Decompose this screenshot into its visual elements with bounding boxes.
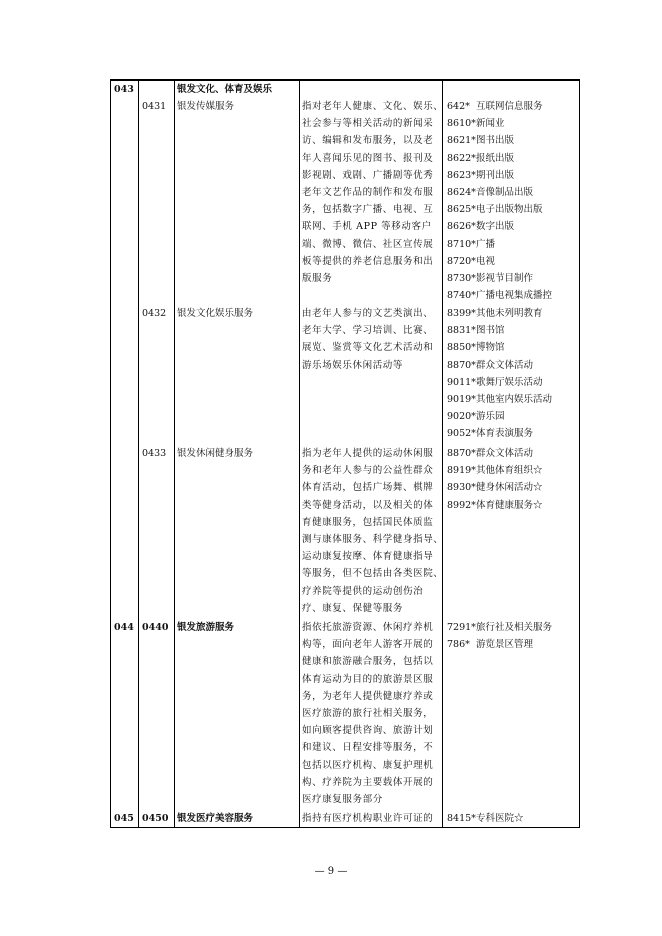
industry-code-line xyxy=(447,305,582,322)
industry-code: 8992* xyxy=(447,499,476,511)
industry-name: 其他未列明教育 xyxy=(476,308,543,319)
description-line: 测与康体服务、科学健身指导、 xyxy=(302,534,444,546)
description-line: 务，包括数字广播、电视、互 xyxy=(302,204,434,216)
row-code-level2: 0440 xyxy=(142,622,169,633)
industry-name: 期刊出版 xyxy=(476,169,515,181)
industry-code: 8710* xyxy=(447,238,476,250)
description-line: 联网、手机 APP 等移动客户 xyxy=(302,221,432,233)
description-line: 构、疗养院为主要载体开展的 xyxy=(302,776,434,788)
industry-code-line xyxy=(447,98,582,115)
industry-code: 8730* xyxy=(447,273,476,285)
industry-code: 9019* xyxy=(447,394,476,406)
description-line: 育健康服务，包括国民体质监 xyxy=(302,516,434,528)
row-category-name: 银发医疗美容服务 xyxy=(177,813,254,824)
row-code-level2: 0433 xyxy=(142,448,167,459)
description-line: 老年大学、学习培训、比赛、 xyxy=(302,325,434,337)
industry-code-line xyxy=(447,201,582,218)
row-category-name: 银发文化娱乐服务 xyxy=(177,308,254,319)
description-line: 端、微博、微信、社区宣传展 xyxy=(302,238,434,250)
industry-name: 游乐园 xyxy=(476,411,505,423)
industry-code: 8870* xyxy=(447,448,476,459)
industry-code: 8740* xyxy=(447,290,476,302)
industry-code-line xyxy=(447,270,582,287)
industry-name: 电视 xyxy=(476,255,496,267)
industry-code-line xyxy=(447,253,582,270)
description-line: 展览、鉴赏等文化艺术活动和 xyxy=(302,342,434,354)
industry-code-line xyxy=(447,357,582,374)
description-line: 由老年人参与的文艺类演出、 xyxy=(302,308,434,319)
description-line: 版服务 xyxy=(302,273,333,285)
industry-code-line xyxy=(447,425,582,442)
industry-code-line xyxy=(447,184,582,201)
industry-name: 图书馆 xyxy=(476,325,505,337)
industry-name: 游览景区管理 xyxy=(476,639,534,651)
industry-code-line xyxy=(447,462,582,479)
industry-name: 群众文体活动 xyxy=(476,359,534,371)
industry-name: 报纸出版 xyxy=(476,152,515,164)
industry-code-line xyxy=(447,339,582,356)
row-code-level1: 043 xyxy=(114,84,134,95)
industry-code-line xyxy=(447,167,582,184)
industry-code: 8623* xyxy=(447,169,476,181)
industry-name: 专科医院☆ xyxy=(476,813,524,824)
industry-code-line xyxy=(447,218,582,235)
description-line: 疗养院等提供的运动创伤治 xyxy=(302,585,424,597)
row-industry-codes xyxy=(447,305,582,443)
row-description xyxy=(302,445,444,617)
description-line: 影视剧、戏剧、广播剧等优秀 xyxy=(302,169,434,181)
industry-name: 互联网信息服务 xyxy=(476,101,543,112)
industry-code-line xyxy=(447,408,582,425)
industry-code: 8930* xyxy=(447,482,476,494)
industry-code-line xyxy=(447,287,582,304)
row-industry-codes xyxy=(447,619,582,653)
description-line: 务，为老年人提供健康疗养或 xyxy=(302,690,434,702)
industry-name: 数字出版 xyxy=(476,221,515,233)
column-divider-3 xyxy=(299,79,300,828)
description-line: 医疗旅游的旅行社相关服务， xyxy=(302,708,434,720)
row-description xyxy=(302,810,444,827)
industry-name: 影视节目制作 xyxy=(476,273,534,285)
row-code-level2: 0431 xyxy=(142,101,167,112)
description-line: 包括以医疗机构、康复护理机 xyxy=(302,759,434,771)
description-line: 健康和旅游融合服务，包括以 xyxy=(302,656,434,668)
industry-code-line xyxy=(447,150,582,167)
row-industry-codes xyxy=(447,810,582,827)
industry-code: 9052* xyxy=(447,428,476,440)
industry-code-line xyxy=(447,636,582,653)
industry-code: 8415* xyxy=(447,813,476,824)
row-description xyxy=(302,305,444,374)
page-number: — 9 — xyxy=(314,866,348,877)
industry-name: 博物馆 xyxy=(476,342,505,354)
description-line: 类等健身活动，以及相关的体 xyxy=(302,499,434,511)
industry-name: 音像制品出版 xyxy=(476,187,534,199)
industry-name: 广播电视集成播控 xyxy=(476,290,553,302)
row-code-level1: 045 xyxy=(114,813,134,824)
description-line: 和建议、日程安排等服务，不 xyxy=(302,742,434,754)
row-industry-codes xyxy=(447,445,582,514)
description-line: 指对老年人健康、文化、娱乐、 xyxy=(302,101,444,112)
description-line: 如向顾客提供咨询、旅游计划 xyxy=(302,725,434,737)
description-line: 等服务，但不包括由各类医院、 xyxy=(302,568,444,580)
industry-code-line xyxy=(447,810,582,827)
description-line: 游乐场娱乐休闲活动等 xyxy=(302,359,404,371)
industry-code: 9011* xyxy=(447,376,476,388)
industry-name: 歌舞厅娱乐活动 xyxy=(476,376,543,388)
row-category-name: 银发旅游服务 xyxy=(177,622,235,633)
description-line: 指持有医疗机构职业许可证的 xyxy=(302,813,434,824)
description-line: 务和老年人参与的公益性群众 xyxy=(302,465,434,477)
description-line: 访、编辑和发布服务，以及老 xyxy=(302,135,434,147)
row-description xyxy=(302,98,444,287)
industry-name: 电子出版物出版 xyxy=(476,204,543,216)
industry-code-line xyxy=(447,132,582,149)
description-line: 社会参与等相关活动的新闻采 xyxy=(302,118,434,130)
industry-name: 体育表演服务 xyxy=(476,428,534,440)
description-line: 医疗康复服务部分 xyxy=(302,794,383,806)
industry-code-line xyxy=(447,322,582,339)
industry-code: 8720* xyxy=(447,255,476,267)
industry-code: 7291* xyxy=(447,622,476,633)
table-left-border xyxy=(110,79,111,828)
description-line: 运动康复按摩、体育健康指导 xyxy=(302,551,434,563)
column-divider-1 xyxy=(138,79,139,828)
industry-code: 8625* xyxy=(447,204,476,216)
row-category-name: 银发文化、体育及娱乐 xyxy=(177,84,273,95)
row-code-level1: 044 xyxy=(114,622,134,633)
industry-name: 旅行社及相关服务 xyxy=(476,622,553,633)
industry-code: 786* xyxy=(447,639,470,651)
description-line: 构等，面向老年人游客开展的 xyxy=(302,639,434,651)
industry-name: 图书出版 xyxy=(476,135,515,147)
description-line: 体育运动为目的的旅游景区服 xyxy=(302,673,434,685)
industry-name: 健身休闲活动☆ xyxy=(476,482,543,494)
industry-code-line xyxy=(447,619,582,636)
description-line: 指为老年人提供的运动休闲服 xyxy=(302,448,434,459)
industry-code: 8870* xyxy=(447,359,476,371)
industry-code-line xyxy=(447,374,582,391)
row-industry-codes xyxy=(447,98,582,304)
industry-code: 8621* xyxy=(447,135,476,147)
description-line: 指依托旅游资源、休闲疗养机 xyxy=(302,622,434,633)
industry-code: 642* xyxy=(447,101,470,112)
industry-code-line xyxy=(447,236,582,253)
row-description xyxy=(302,619,444,808)
industry-code: 8831* xyxy=(447,325,476,337)
industry-name: 其他室内娱乐活动 xyxy=(476,394,553,406)
industry-code: 8850* xyxy=(447,342,476,354)
description-line: 体育活动，包括广场舞、棋牌 xyxy=(302,482,434,494)
industry-code-line xyxy=(447,391,582,408)
description-line: 年人喜闻乐见的图书、报刊及 xyxy=(302,152,434,164)
industry-code: 9020* xyxy=(447,411,476,423)
industry-code-line xyxy=(447,445,582,462)
industry-name: 群众文体活动 xyxy=(476,448,534,459)
industry-code-line xyxy=(447,497,582,514)
description-line: 板等提供的养老信息服务和出 xyxy=(302,255,434,267)
description-line: 老年文艺作品的制作和发布服 xyxy=(302,187,434,199)
industry-code: 8919* xyxy=(447,465,476,477)
industry-code: 8610* xyxy=(447,118,476,130)
industry-name: 广播 xyxy=(476,238,496,250)
row-category-name: 银发休闲健身服务 xyxy=(177,448,254,459)
industry-code-line xyxy=(447,479,582,496)
industry-name: 新闻业 xyxy=(476,118,505,130)
industry-code: 8399* xyxy=(447,308,476,319)
industry-code-line xyxy=(447,115,582,132)
row-code-level2: 0432 xyxy=(142,308,167,319)
industry-code: 8626* xyxy=(447,221,476,233)
industry-code: 8622* xyxy=(447,152,476,164)
row-category-name: 银发传媒服务 xyxy=(177,101,235,112)
industry-name: 其他体育组织☆ xyxy=(476,465,543,477)
description-line: 疗、康复、保健等服务 xyxy=(302,602,404,614)
industry-name: 体育健康服务☆ xyxy=(476,499,543,511)
industry-code: 8624* xyxy=(447,187,476,199)
row-code-level2: 0450 xyxy=(142,813,169,824)
